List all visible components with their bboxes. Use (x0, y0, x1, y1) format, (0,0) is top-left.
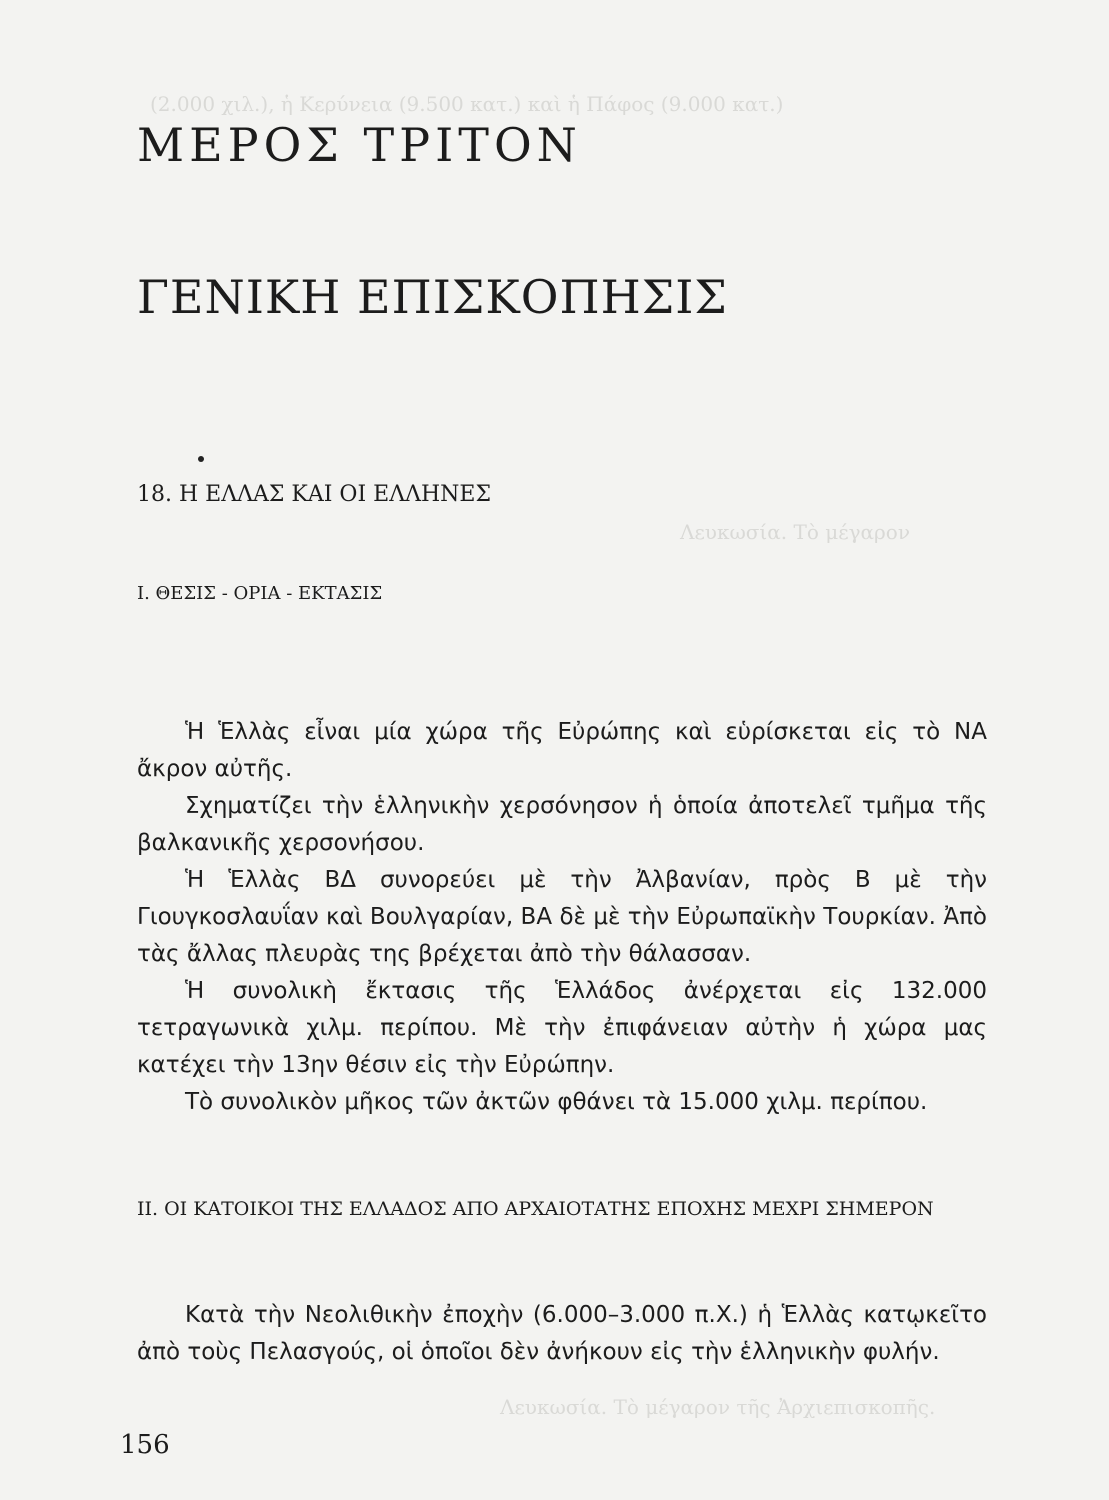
ink-speck (198, 456, 204, 462)
paragraph: Ἡ συνολικὴ ἔκτασις τῆς Ἑλλάδος ἀνέρχεται εἰς 132.000 τετραγωνικὰ χιλμ. περίπου. Μὲ τὴν ἐπιφάνειαν αὐτὴν ἡ χώρα μας κατέχει τὴν 13ην θέσιν εἰς τὴν Εὐρώπην. (137, 978, 987, 1078)
section-heading-2: ΙΙ. ΟΙ ΚΑΤΟΙΚΟΙ ΤΗΣ ΕΛΛΑΔΟΣ ΑΠΟ ΑΡΧΑΙΟΤΑΤΗΣ ΕΠΟΧΗΣ ΜΕΧΡΙ ΣΗΜΕΡΟΝ (137, 1198, 934, 1220)
section-heading-1: Ι. ΘΕΣΙΣ - ΟΡΙΑ - ΕΚΤΑΣΙΣ (137, 583, 383, 604)
paragraph: Τὸ συνολικὸν μῆκος τῶν ἀκτῶν φθάνει τὰ 15.000 χιλμ. περίπου. (185, 1089, 928, 1115)
paragraph: Σχηματίζει τὴν ἑλληνικὴν χερσόνησον ἡ ὁποία ἀποτελεῖ τμῆμα τῆς βαλκανικῆς χερσονήσου. (137, 793, 987, 856)
overview-title: ΓΕΝΙΚΗ ΕΠΙΣΚΟΠΗΣΙΣ (137, 270, 728, 324)
bleed-through-text: Λευκωσία. Τὸ μέγαρον τῆς Ἀρχιεπισκοπῆς. (500, 1395, 936, 1419)
paragraph: Ἡ Ἑλλὰς εἶναι μία χώρα τῆς Εὐρώπης καὶ εὑρίσκεται εἰς τὸ ΝΑ ἄκρον αὐτῆς. (137, 719, 987, 782)
chapter-heading: 18. Η ΕΛΛΑΣ ΚΑΙ ΟΙ ΕΛΛΗΝΕΣ (137, 482, 492, 507)
paragraph: Κατὰ τὴν Νεολιθικὴν ἐποχὴν (6.000–3.000 π.Χ.) ἡ Ἑλλὰς κατῳκεῖτο ἀπὸ τοὺς Πελασγούς, οἱ ὁποῖοι δὲν ἀνήκουν εἰς τὴν ἑλληνικὴν φυλήν. (137, 1302, 987, 1365)
bleed-through-text: Λευκωσία. Τὸ μέγαρον (680, 520, 910, 544)
paragraph: Ἡ Ἑλλὰς ΒΔ συνορεύει μὲ τὴν Ἀλβανίαν, πρὸς Β μὲ τὴν Γιουγκοσλαυΐαν καὶ Βουλγαρίαν, ΒΑ δὲ μὲ τὴν Εὐρωπαϊκὴν Τουρκίαν. Ἀπὸ τὰς ἄλλας πλευρὰς της βρέχεται ἀπὸ τὴν θάλασσαν. (137, 867, 987, 967)
bleed-through-text: (2.000 χιλ.), ἡ Κερύνεια (9.500 κατ.) καὶ ἡ Πάφος (9.000 κατ.) (150, 92, 784, 116)
section-2-body (137, 1297, 987, 1371)
page-number: 156 (120, 1430, 170, 1460)
section-1-body (137, 714, 987, 1121)
part-title: ΜΕΡΟΣ ΤΡΙΤΟΝ (137, 118, 582, 172)
